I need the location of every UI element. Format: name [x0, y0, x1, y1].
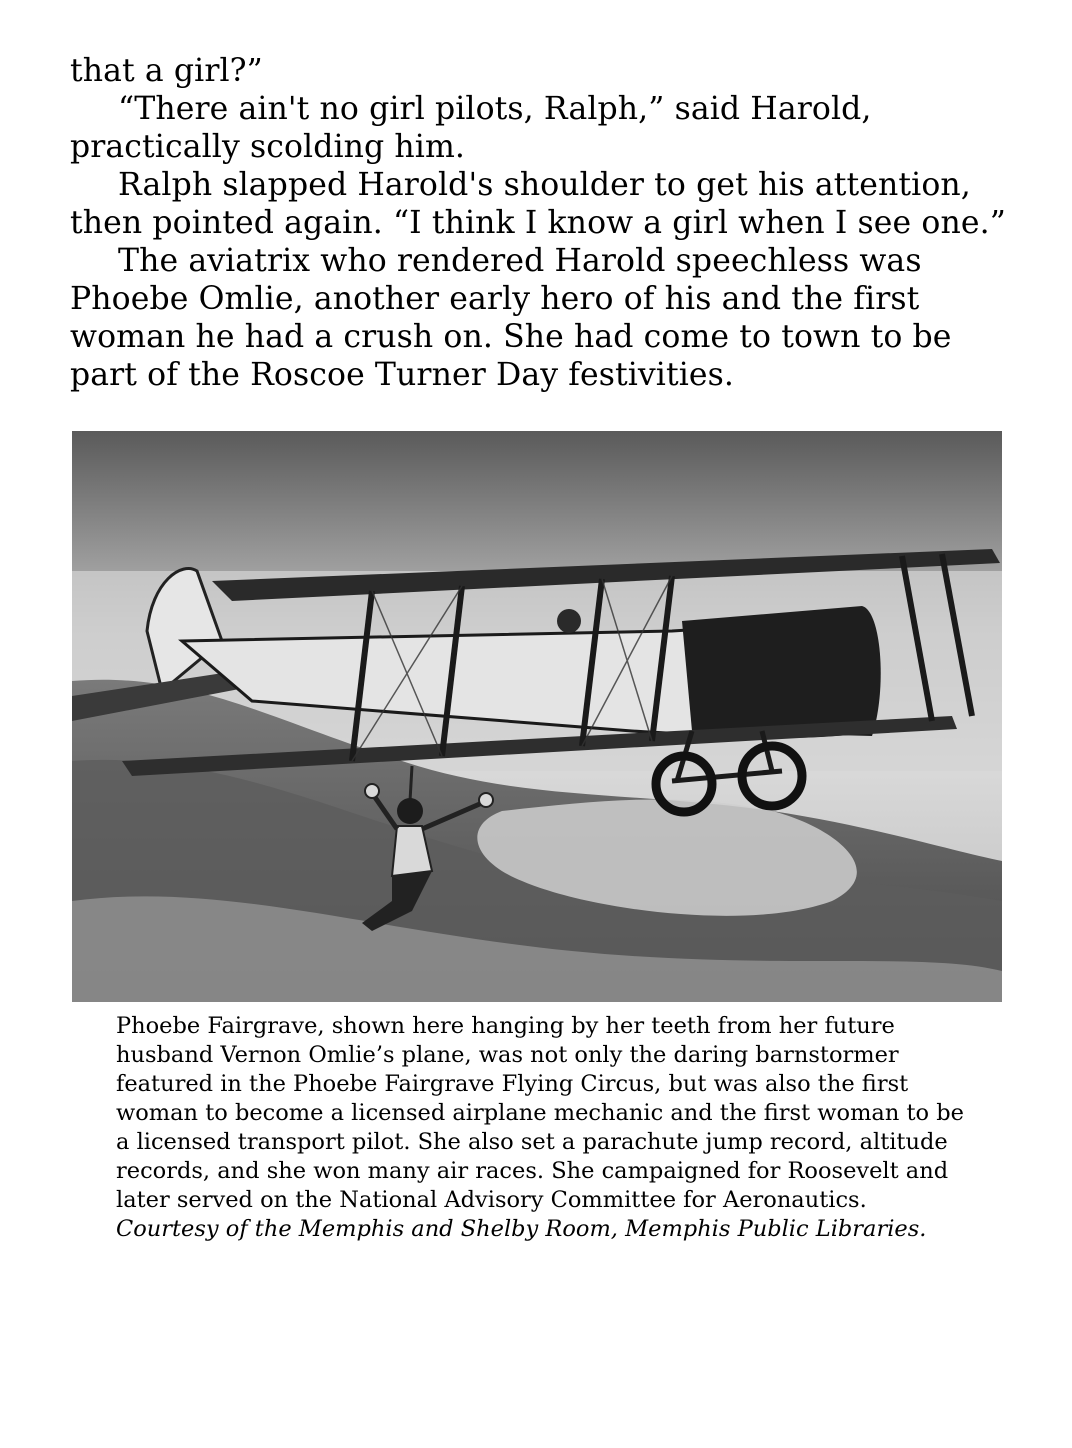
paragraph-2: “There ain't no girl pilots, Ralph,” said Harold, practically scolding him.	[70, 91, 872, 165]
paragraph-3: Ralph slapped Harold's shoulder to get his attention, then pointed again. “I think I know a girl when I see one.”	[70, 167, 1006, 241]
body-text	[70, 52, 1010, 394]
biplane-photo-illustration	[72, 431, 1002, 1002]
biplane-photo	[72, 431, 1002, 1002]
pilot-head	[557, 609, 581, 633]
paragraph-4: The aviatrix who rendered Harold speechless was Phoebe Omlie, another early hero of his and the first woman he had a crush on. She had come to town to be part of the Roscoe Turner Day festivities.	[70, 243, 952, 393]
photo-caption	[116, 1012, 966, 1244]
caption-text: Phoebe Fairgrave, shown here hanging by her teeth from her future husband Vernon Omlie’s plane, was not only the daring barnstormer featured in the Phoebe Fairgrave Flying Circus, but was also the first woman to become a licensed airplane mechanic and the first woman to be a licensed transport pilot. She also set a parachute jump record, altitude records, and she won many air races. She campaigned for Roosevelt and later served on the National Advisory Committee for Aeronautics.	[116, 1013, 964, 1213]
engine-cowling	[682, 606, 881, 736]
paragraph-1: that a girl?”	[70, 53, 263, 89]
caption-credit: Courtesy of the Memphis and Shelby Room, Memphis Public Libraries.	[116, 1216, 927, 1242]
